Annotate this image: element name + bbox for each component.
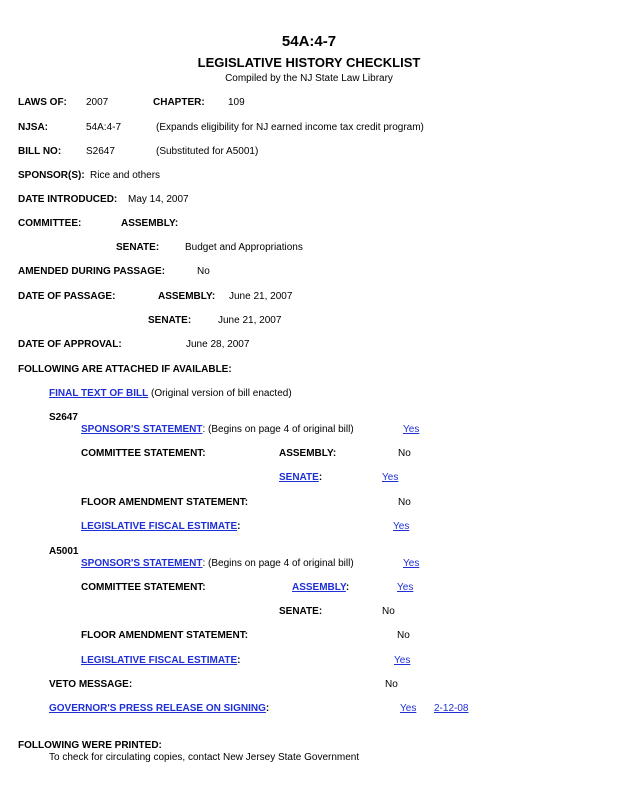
governor-yes-link[interactable]: Yes bbox=[400, 703, 417, 714]
njsa-value: 54A:4-7 bbox=[86, 122, 122, 133]
a5001-label: A5001 bbox=[49, 546, 79, 557]
s2647-sponsor-row bbox=[81, 424, 354, 435]
bill-no-label: BILL NO: bbox=[18, 146, 62, 157]
passage-assembly-value: June 21, 2007 bbox=[229, 291, 293, 302]
compiled-by: Compiled by the NJ State Law Library bbox=[225, 73, 393, 84]
amended-label: AMENDED DURING PASSAGE: bbox=[18, 266, 166, 277]
s2647-fiscal-estimate-link[interactable]: LEGISLATIVE FISCAL ESTIMATE bbox=[81, 521, 238, 532]
governor-colon: : bbox=[265, 703, 270, 714]
governor-date-link[interactable]: 2-12-08 bbox=[434, 703, 469, 714]
committee-senate-label: SENATE: bbox=[116, 242, 160, 253]
s2647-senate-colon: : bbox=[318, 472, 323, 483]
date-introduced-label: DATE INTRODUCED: bbox=[18, 194, 118, 205]
s2647-assembly-text: ASSEMBLY bbox=[279, 448, 333, 459]
s2647-assembly-value: No bbox=[398, 448, 411, 459]
a5001-fiscal-yes-link[interactable]: Yes bbox=[394, 655, 411, 666]
a5001-floor-value: No bbox=[397, 630, 410, 641]
s2647-senate-yes-link[interactable]: Yes bbox=[382, 472, 399, 483]
a5001-fiscal-estimate-link[interactable]: LEGISLATIVE FISCAL ESTIMATE bbox=[81, 655, 238, 666]
a5001-fiscal-row bbox=[81, 655, 240, 666]
laws-of-year: 2007 bbox=[86, 97, 109, 108]
passage-assembly-label: ASSEMBLY: bbox=[158, 291, 216, 302]
a5001-assembly-yes-link[interactable]: Yes bbox=[397, 582, 414, 593]
s2647-sponsor-yes-link[interactable]: Yes bbox=[403, 424, 420, 435]
s2647-fiscal-yes-link[interactable]: Yes bbox=[393, 521, 410, 532]
a5001-sponsor-note: : (Begins on page 4 of original bill) bbox=[202, 558, 354, 569]
sponsor-label: SPONSOR(S): bbox=[18, 170, 85, 181]
a5001-floor-label: FLOOR AMENDMENT STATEMENT: bbox=[81, 630, 249, 641]
s2647-senate-link[interactable]: SENATE bbox=[279, 472, 319, 483]
njsa-label: NJSA: bbox=[18, 122, 49, 133]
a5001-senate-value: No bbox=[382, 606, 395, 617]
date-of-approval-value: June 28, 2007 bbox=[186, 339, 250, 350]
printed-heading: FOLLOWING WERE PRINTED: bbox=[18, 740, 162, 751]
bill-no-value: S2647 bbox=[86, 146, 115, 157]
governor-press-release-link[interactable]: GOVERNOR'S PRESS RELEASE ON SIGNING bbox=[49, 703, 266, 714]
a5001-senate-label: SENATE: bbox=[279, 606, 323, 617]
date-introduced-value: May 14, 2007 bbox=[128, 194, 189, 205]
date-of-approval-label: DATE OF APPROVAL: bbox=[18, 339, 122, 350]
s2647-floor-label: FLOOR AMENDMENT STATEMENT: bbox=[81, 497, 249, 508]
a5001-sponsor-statement-link[interactable]: SPONSOR'S STATEMENT bbox=[81, 558, 203, 569]
chapter-value: 109 bbox=[228, 97, 245, 108]
final-text-row bbox=[49, 388, 292, 399]
passage-senate-value: June 21, 2007 bbox=[218, 315, 282, 326]
amended-value: No bbox=[197, 266, 210, 277]
a5001-sponsor-yes-link[interactable]: Yes bbox=[403, 558, 420, 569]
chapter-label: CHAPTER: bbox=[153, 97, 205, 108]
veto-value: No bbox=[385, 679, 398, 690]
attached-heading: FOLLOWING ARE ATTACHED IF AVAILABLE: bbox=[18, 364, 232, 375]
veto-label: VETO MESSAGE: bbox=[49, 679, 133, 690]
s2647-assembly-label bbox=[279, 448, 336, 459]
s2647-committee-label: COMMITTEE STATEMENT: bbox=[81, 448, 206, 459]
a5001-assembly-link[interactable]: ASSEMBLY bbox=[292, 582, 346, 593]
final-text-note: (Original version of bill enacted) bbox=[151, 388, 292, 399]
a5001-assembly-colon: : bbox=[345, 582, 350, 593]
final-text-link[interactable]: FINAL TEXT OF BILL bbox=[49, 388, 149, 399]
committee-label: COMMITTEE: bbox=[18, 218, 82, 229]
s2647-sponsor-note: : (Begins on page 4 of original bill) bbox=[202, 424, 354, 435]
printed-note: To check for circulating copies, contact New Jersey State Government bbox=[49, 752, 360, 763]
s2647-fiscal-row bbox=[81, 521, 240, 532]
passage-senate-label: SENATE: bbox=[148, 315, 192, 326]
bill-no-note: (Substituted for A5001) bbox=[156, 146, 259, 157]
s2647-fiscal-colon: : bbox=[237, 521, 241, 532]
njsa-note: (Expands eligibility for NJ earned income tax credit program) bbox=[156, 122, 424, 133]
committee-senate-value: Budget and Appropriations bbox=[185, 242, 303, 253]
a5001-committee-label: COMMITTEE STATEMENT: bbox=[81, 582, 206, 593]
a5001-sponsor-row bbox=[81, 558, 354, 569]
s2647-sponsor-statement-link[interactable]: SPONSOR'S STATEMENT bbox=[81, 424, 203, 435]
s2647-floor-value: No bbox=[398, 497, 411, 508]
a5001-assembly-row bbox=[292, 582, 349, 593]
laws-of-label: LAWS OF: bbox=[18, 97, 67, 108]
s2647-senate-row bbox=[279, 472, 322, 483]
date-of-passage-label: DATE OF PASSAGE: bbox=[18, 291, 116, 302]
a5001-fiscal-colon: : bbox=[237, 655, 241, 666]
s2647-assembly-colon: : bbox=[332, 448, 337, 459]
page-title: 54A:4-7 bbox=[281, 33, 337, 50]
governor-row bbox=[49, 703, 269, 714]
page-subtitle: LEGISLATIVE HISTORY CHECKLIST bbox=[197, 55, 421, 70]
sponsor-value: Rice and others bbox=[90, 170, 161, 181]
s2647-label: S2647 bbox=[49, 412, 78, 423]
committee-assembly-label: ASSEMBLY: bbox=[121, 218, 179, 229]
